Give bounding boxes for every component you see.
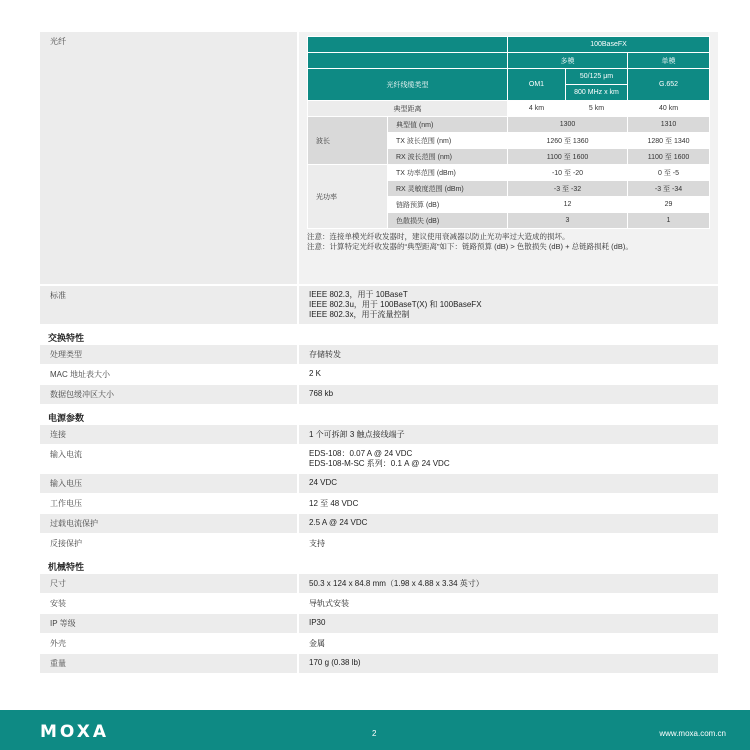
standard-line: IEEE 802.3x，用于流量控制 <box>309 310 410 319</box>
fiber-note-2: 注意：计算特定光纤收发器的“典型距离”如下：链路预算 (dB) > 色散损失 (dB) + 总链路损耗 (dB)。 <box>307 242 633 251</box>
wavelength-label: 波长 <box>308 117 388 165</box>
spec-value: 导轨式安装 <box>299 594 718 613</box>
spec-label: 处理类型 <box>40 345 299 364</box>
tx-power-label: TX 功率范围 (dBm) <box>388 165 508 181</box>
rx-range-mm: 1100 至 1600 <box>508 149 628 165</box>
spec-row <box>40 654 718 674</box>
spec-label: 输入电流 <box>40 445 299 473</box>
om1-spec1: 50/125 μm <box>566 69 628 85</box>
spec-label: 重量 <box>40 654 299 673</box>
spec-label: IP 等级 <box>40 614 299 633</box>
standard-line: IEEE 802.3u，用于 100BaseT(X) 和 100BaseFX <box>309 300 482 309</box>
dispersion-sm: 1 <box>628 213 710 229</box>
spec-label: 安装 <box>40 594 299 613</box>
spec-value: 24 VDC <box>299 474 718 493</box>
spec-row <box>40 345 718 365</box>
spec-row <box>40 474 718 494</box>
power-section-title: 电源参数 <box>48 413 85 423</box>
tx-power-sm: 0 至 -5 <box>628 165 710 181</box>
input-current-line: EDS-108-M-SC 系列：0.1 A @ 24 VDC <box>309 459 450 468</box>
spec-row <box>40 445 718 474</box>
spec-label: MAC 地址表大小 <box>40 365 299 384</box>
spec-value: IP30 <box>299 614 718 633</box>
spec-value: 50.3 x 124 x 84.8 mm（1.98 x 4.88 x 3.34 英寸） <box>299 574 718 593</box>
distance-sm: 40 km <box>628 101 710 117</box>
spec-row <box>40 365 718 385</box>
tx-range-sm: 1280 至 1340 <box>628 133 710 149</box>
spec-label: 输入电压 <box>40 474 299 493</box>
spec-value: 2 K <box>299 365 718 384</box>
dispersion-label: 色散损失 (dB) <box>388 213 508 229</box>
page-footer <box>0 710 750 750</box>
spec-row <box>40 514 718 534</box>
spec-value: 1 个可拆卸 3 触点接线端子 <box>299 425 718 444</box>
rx-range-label: RX 波长范围 (nm) <box>388 149 508 165</box>
link-budget-label: 链路预算 (dB) <box>388 197 508 213</box>
link-budget-mm: 12 <box>508 197 628 213</box>
page-number: 2 <box>372 729 377 738</box>
spec-value: 金属 <box>299 634 718 653</box>
om1-spec2: 800 MHz x km <box>566 85 628 101</box>
standards-label: 标准 <box>40 286 299 324</box>
spec-value: 存储转发 <box>299 345 718 364</box>
distance-mm1: 4 km <box>508 101 566 117</box>
spec-row <box>40 385 718 405</box>
rx-sens-mm: -3 至 -32 <box>508 181 628 197</box>
spec-value <box>299 445 718 473</box>
spec-label: 过载电流保护 <box>40 514 299 533</box>
spec-value: 768 kb <box>299 385 718 404</box>
distance-mm2: 5 km <box>566 101 628 117</box>
spec-label: 工作电压 <box>40 494 299 513</box>
om1-cell: OM1 <box>508 69 566 101</box>
cable-type-label: 光纤线缆类型 <box>308 69 508 101</box>
link-budget-sm: 29 <box>628 197 710 213</box>
tx-range-label: TX 波长范围 (nm) <box>388 133 508 149</box>
spec-value: 支持 <box>299 534 718 553</box>
spec-row <box>40 634 718 654</box>
typical-label: 典型值 (nm) <box>388 117 508 133</box>
distance-label: 典型距离 <box>308 101 508 117</box>
g652-cell: G.652 <box>628 69 710 101</box>
optical-power-label: 光功率 <box>308 165 388 229</box>
spec-row <box>40 494 718 514</box>
website-link[interactable]: www.moxa.com.cn <box>659 729 726 738</box>
standard-line: IEEE 802.3，用于 10BaseT <box>309 290 408 299</box>
spec-page <box>40 32 718 674</box>
spec-row <box>40 534 718 554</box>
input-current-line: EDS-108：0.07 A @ 24 VDC <box>309 449 413 458</box>
mech-section-title: 机械特性 <box>48 562 85 572</box>
tx-range-mm: 1260 至 1360 <box>508 133 628 149</box>
header-100basefx: 100BaseFX <box>508 37 710 53</box>
rx-range-sm: 1100 至 1600 <box>628 149 710 165</box>
standards-values <box>299 286 718 324</box>
spec-value: 170 g (0.38 lb) <box>299 654 718 673</box>
fiber-content <box>299 32 718 284</box>
spec-label: 连接 <box>40 425 299 444</box>
header-multimode: 多模 <box>508 53 628 69</box>
spec-label: 数据包缓冲区大小 <box>40 385 299 404</box>
tx-power-mm: -10 至 -20 <box>508 165 628 181</box>
switch-section-title: 交换特性 <box>48 333 85 343</box>
spec-label: 反接保护 <box>40 534 299 553</box>
spec-row <box>40 594 718 614</box>
dispersion-mm: 3 <box>508 213 628 229</box>
fiber-label: 光纤 <box>40 32 299 284</box>
spec-row <box>40 614 718 634</box>
header-singlemode: 单模 <box>628 53 710 69</box>
rx-sens-label: RX 灵敏度范围 (dBm) <box>388 181 508 197</box>
rx-sens-sm: -3 至 -34 <box>628 181 710 197</box>
spec-label: 外壳 <box>40 634 299 653</box>
fiber-spec-row <box>40 32 718 284</box>
spec-label: 尺寸 <box>40 574 299 593</box>
fiber-note-1: 注意：连接单模光纤收发器时，建议使用衰减器以防止光功率过大造成的损坏。 <box>307 232 570 241</box>
spec-row <box>40 574 718 594</box>
typical-sm: 1310 <box>628 117 710 133</box>
spec-row <box>40 425 718 445</box>
spec-value: 2.5 A @ 24 VDC <box>299 514 718 533</box>
typical-mm: 1300 <box>508 117 628 133</box>
spec-value: 12 至 48 VDC <box>299 494 718 513</box>
standards-row <box>40 286 718 325</box>
fiber-table <box>307 36 710 229</box>
moxa-logo: MOXA <box>40 722 110 742</box>
